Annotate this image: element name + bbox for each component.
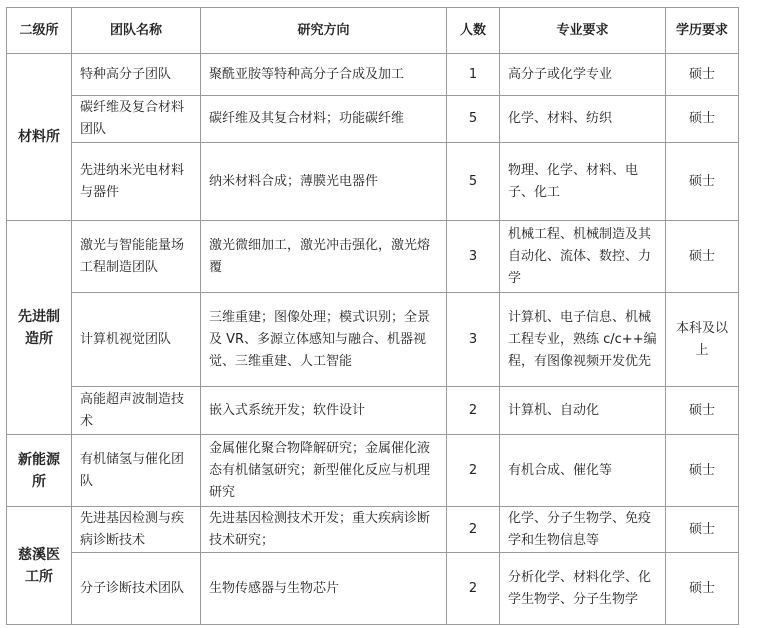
table-row — [7, 553, 739, 625]
dept-cell: 材料所 — [7, 54, 72, 221]
team-cell: 高能超声波制造技术 — [72, 387, 201, 435]
count-cell: 5 — [447, 96, 500, 143]
major-cell: 物理、化学、材料、电子、化工 — [500, 143, 666, 221]
degree-cell: 硕士 — [666, 143, 739, 221]
degree-cell: 硕士 — [666, 96, 739, 143]
degree-cell: 硕士 — [666, 553, 739, 625]
count-cell: 3 — [447, 293, 500, 387]
direction-cell: 先进基因检测技术开发；重大疾病诊断技术研究； — [201, 507, 447, 553]
major-cell: 化学、材料、纺织 — [500, 96, 666, 143]
team-cell: 先进纳米光电材料与器件 — [72, 143, 201, 221]
degree-cell: 硕士 — [666, 54, 739, 96]
count-cell: 2 — [447, 553, 500, 625]
major-cell: 分析化学、材料化学、化学生物学、分子生物学 — [500, 553, 666, 625]
degree-cell: 硕士 — [666, 507, 739, 553]
table-row — [7, 54, 739, 96]
header-major: 专业要求 — [500, 8, 666, 54]
direction-cell: 聚酰亚胺等特种高分子合成及加工 — [201, 54, 447, 96]
degree-cell: 硕士 — [666, 221, 739, 293]
table-row — [7, 96, 739, 143]
team-cell: 计算机视觉团队 — [72, 293, 201, 387]
table-row — [7, 507, 739, 553]
team-cell: 有机储氢与催化团队 — [72, 435, 201, 507]
table-row — [7, 221, 739, 293]
header-team: 团队名称 — [72, 8, 201, 54]
direction-cell: 嵌入式系统开发；软件设计 — [201, 387, 447, 435]
direction-cell: 生物传感器与生物芯片 — [201, 553, 447, 625]
table-row — [7, 435, 739, 507]
table-row — [7, 143, 739, 221]
direction-cell: 金属催化聚合物降解研究；金属催化液态有机储氢研究；新型催化反应与机理研究 — [201, 435, 447, 507]
table-row — [7, 387, 739, 435]
major-cell: 机械工程、机械制造及其自动化、流体、数控、力学 — [500, 221, 666, 293]
table-row — [7, 293, 739, 387]
header-count: 人数 — [447, 8, 500, 54]
degree-cell: 硕士 — [666, 387, 739, 435]
major-cell: 高分子或化学专业 — [500, 54, 666, 96]
team-cell: 碳纤维及复合材料团队 — [72, 96, 201, 143]
count-cell: 2 — [447, 507, 500, 553]
team-cell: 激光与智能能量场工程制造团队 — [72, 221, 201, 293]
count-cell: 5 — [447, 143, 500, 221]
count-cell: 2 — [447, 435, 500, 507]
major-cell: 计算机、自动化 — [500, 387, 666, 435]
degree-cell: 硕士 — [666, 435, 739, 507]
team-cell: 特种高分子团队 — [72, 54, 201, 96]
count-cell: 2 — [447, 387, 500, 435]
team-cell: 先进基因检测与疾病诊断技术 — [72, 507, 201, 553]
team-cell: 分子诊断技术团队 — [72, 553, 201, 625]
direction-cell: 纳米材料合成；薄膜光电器件 — [201, 143, 447, 221]
count-cell: 3 — [447, 221, 500, 293]
header-row — [7, 8, 739, 54]
direction-cell: 三维重建；图像处理；模式识别；全景及 VR、多源立体感知与融合、机器视觉、三维重建、人工智能 — [201, 293, 447, 387]
count-cell: 1 — [447, 54, 500, 96]
direction-cell: 激光微细加工，激光冲击强化，激光熔覆 — [201, 221, 447, 293]
direction-cell: 碳纤维及其复合材料；功能碳纤维 — [201, 96, 447, 143]
header-dept: 二级所 — [7, 8, 72, 54]
major-cell: 有机合成、催化等 — [500, 435, 666, 507]
major-cell: 化学、分子生物学、免疫学和生物信息等 — [500, 507, 666, 553]
header-direction: 研究方向 — [201, 8, 447, 54]
degree-cell: 本科及以上 — [666, 293, 739, 387]
header-degree: 学历要求 — [666, 8, 739, 54]
dept-cell: 慈溪医工所 — [7, 507, 72, 625]
dept-cell: 新能源所 — [7, 435, 72, 507]
recruitment-table — [6, 7, 739, 625]
major-cell: 计算机、电子信息、机械工程专业，熟练 c/c++编程，有图像视频开发优先 — [500, 293, 666, 387]
dept-cell: 先进制造所 — [7, 221, 72, 435]
